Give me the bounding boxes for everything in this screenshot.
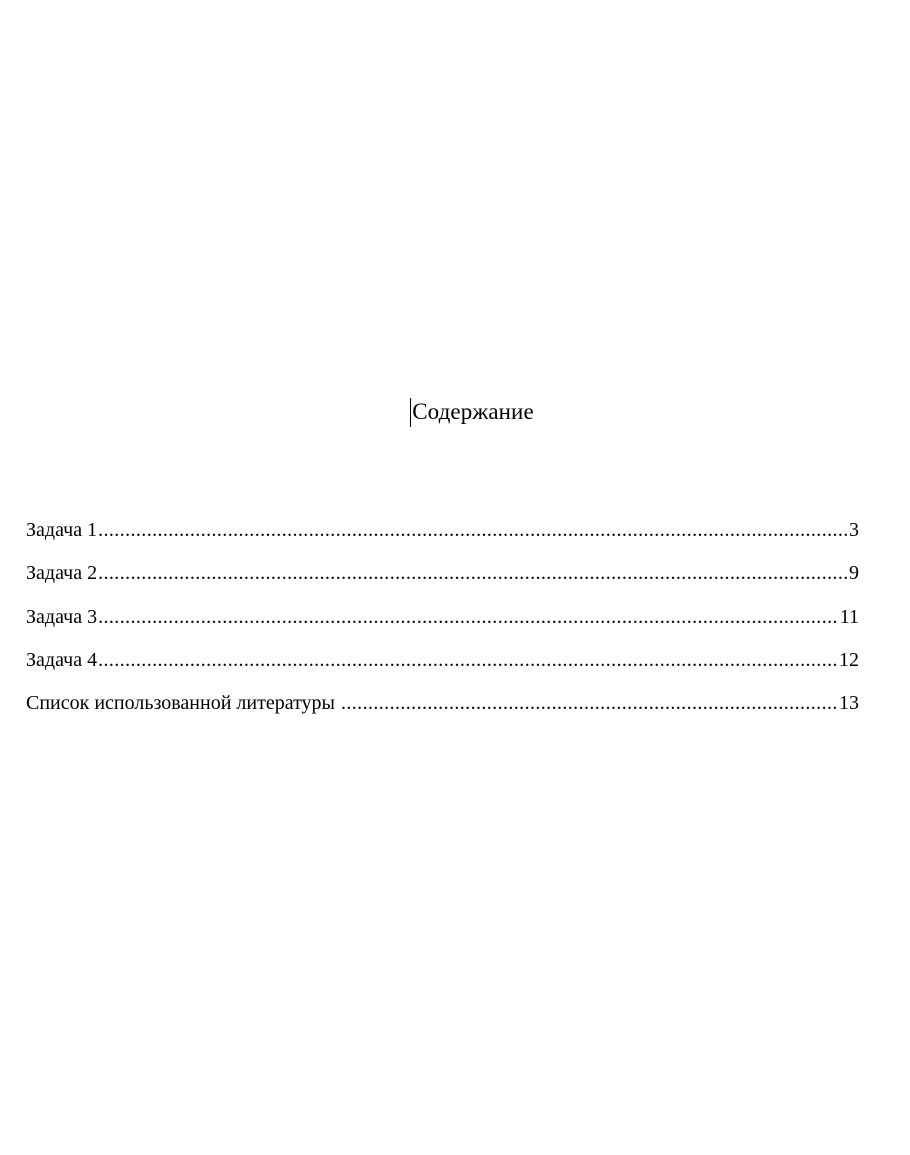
toc-entry-page: 9 (849, 562, 859, 585)
toc-entry-page: 11 (839, 605, 859, 628)
toc-entry-page: 13 (839, 692, 859, 714)
toc-entry-page: 12 (839, 648, 859, 671)
toc-entry-label: Задача 2 (26, 562, 98, 585)
toc-entry[interactable] (26, 558, 859, 601)
document-title-text: Содержание (412, 399, 534, 424)
toc-entry[interactable] (26, 515, 859, 558)
title-block (0, 394, 910, 430)
toc-entry[interactable] (26, 688, 859, 731)
table-of-contents (26, 515, 859, 731)
toc-dot-leader (341, 688, 838, 718)
toc-entry-label: Задача 1 (26, 519, 98, 541)
toc-dot-leader (98, 602, 839, 632)
text-cursor (410, 398, 411, 427)
toc-entry[interactable] (26, 602, 859, 645)
toc-dot-leader (98, 645, 838, 675)
toc-entry-label: Задача 3 (26, 605, 98, 628)
toc-entry-label: Список использованной литературы (26, 692, 340, 714)
document-title[interactable] (412, 394, 534, 430)
toc-entry[interactable] (26, 645, 859, 688)
toc-dot-leader (98, 558, 848, 588)
toc-entry-page: 3 (849, 519, 859, 541)
toc-dot-leader (98, 515, 848, 545)
toc-entry-label: Задача 4 (26, 648, 98, 671)
